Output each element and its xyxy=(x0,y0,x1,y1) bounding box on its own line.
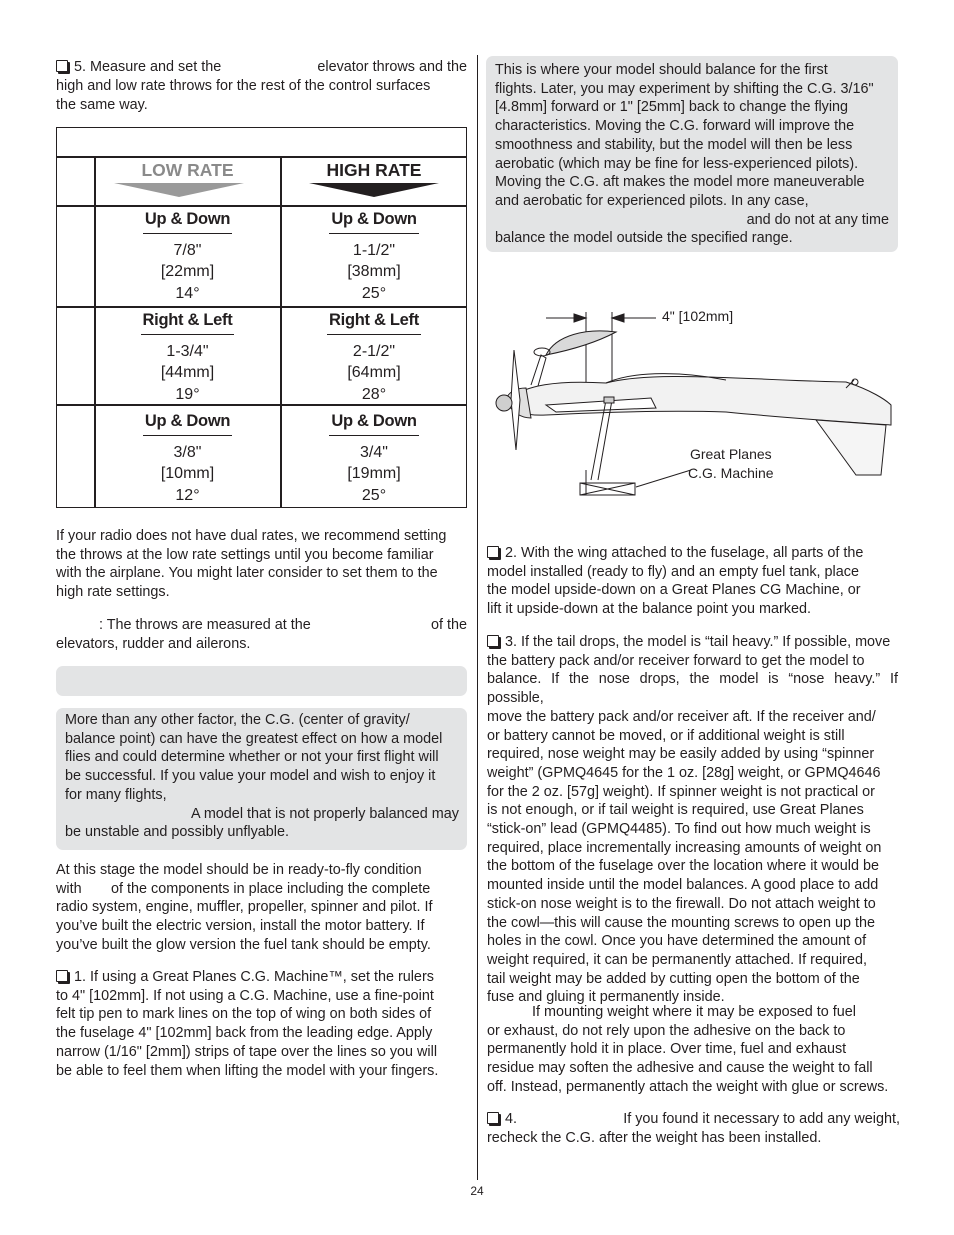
checkbox-icon[interactable] xyxy=(487,1112,499,1124)
stage-paragraph: At this stage the model should be in ready-to-fly condition with of the components in place including the complete radio system, engine, muffler, propeller, spinner and pilot. If you’ve built the electric version, install the motor battery. If you’ve built the glow version the fuel tank should be empty. xyxy=(56,862,433,953)
fuel-note-paragraph: If mounting weight where it may be exposed to fuel or exhaust, do not rely upon the adhesive on the back to permanently hold it in place. Over time, fuel and exhaust residue may soften the adhesive and cause the weight to fall off. Instead, permanently attach the weight with glue or screws. xyxy=(487,1004,889,1095)
step3-paragraph: 3. If the tail drops, the model is “tail heavy.” If possible, move the battery pack and/or receiver forward to get the model to balance. If the nose drops, the model is “nose heavy.” If possible, move the battery pack and/or receiver aft. If the receiver and/ or battery cannot be moved, or if additional weight is still required, nose weight may be easily added by using “spinner weight” (GPMQ4645 for the 1 oz. [28g] weight, or GPMQ4646 for the 2 oz. [57g] weight). If spinner weight is not practical or is not enough, or if tail weight is required, use Great Planes “stick-on” lead (GPMQ4485). To find out how much weight is required, place incrementally increasing amounts of weight on the bottom of the fuselage over the location where it would be mounted inside until the model balances. A good place to add stick-on nose weight is to the firewall. Do not attach weight to the cowl—this will cause the mounting screws to open up the holes in the cowl. Once you have determined the amount of weight required, it can be permanently attached. If required, tail weight may be added by cutting open the bottom of the fuse and gluing it permanently inside. xyxy=(487,634,898,1006)
table-cell-high-1: Up & Down 1-1/2" [38mm] 25° xyxy=(331,210,417,302)
step5-text: 5. Measure and set the xyxy=(74,59,222,75)
note-paragraph: : The throws are measured at the of the elevators, rudder and ailerons. xyxy=(56,617,467,652)
checkbox-icon[interactable] xyxy=(487,635,499,647)
cg-warning-text: More than any other factor, the C.G. (center of gravity/ balance point) can have the greatest effect on how a model flies and could determine whether or not your first flight will be successful. If you value your model and wish to enjoy it for many flights, A model that is not properly balanced may be unstable and possibly unflyable. xyxy=(65,712,459,841)
cg-machine-label: Great Planes C.G. Machine xyxy=(688,446,774,481)
step1-paragraph: 1. If using a Great Planes C.G. Machine™, set the rulers to 4" [102mm]. If not using a C.G. Machine, use a fine-point felt tip pen to mark lines on the top of wing on both sides of the fuselage 4" [102mm] back from the leading edge. Apply narrow (1/16" [2mm]) strips of tape over the lines so you will be able to feel them when lifting the model with your fingers. xyxy=(56,969,439,1079)
step5-text-rest: elevator throws and the xyxy=(317,59,467,75)
column-divider xyxy=(477,55,478,1180)
dual-rates-paragraph: If your radio does not have dual rates, we recommend setting the throws at the low rate settings until you become familiar with the airplane. You might later consider to set them to the high rate settings. xyxy=(56,528,447,601)
step5-paragraph xyxy=(56,58,467,114)
dimension-label: 4" [102mm] xyxy=(662,308,734,324)
table-cell-high-3: Up & Down 3/4" [19mm] 25° xyxy=(331,412,417,504)
low-rate-header: LOW RATE xyxy=(141,160,234,180)
table-cell-high-2: Right & Left 2-1/2" [64mm] 28° xyxy=(329,311,419,403)
step2-paragraph: 2. With the wing attached to the fuselage, all parts of the model installed (ready to fly) and an empty fuel tank, place the model upside-down on a Great Planes CG Machine, or lift it upside-down at the balance point you marked. xyxy=(487,545,864,618)
table-cell-low-3: Up & Down 3/8" [10mm] 12° xyxy=(144,412,231,504)
checkbox-icon[interactable] xyxy=(56,970,68,982)
balance-info-text: This is where your model should balance for the first flights. Later, you may experiment by shifting the C.G. 3/16" [4.8mm] forward or 1" [25mm] back to change the flying characteristics. Moving the C.G. forward will improve the smoothness and stability, but the model will then be less aerobatic (which may be fine for less-experienced pilots). Moving the C.G. aft makes the model more maneuverable and aerobatic for experienced pilots. In any case, and do not at any time balance the model outside the specified range. xyxy=(495,62,889,247)
table-cell-low-1: Up & Down 7/8" [22mm] 14° xyxy=(144,210,231,302)
high-rate-header: HIGH RATE xyxy=(326,160,422,180)
step5-line2: high and low rate throws for the rest of the control surfaces xyxy=(56,78,431,94)
high-rate-arrow-icon xyxy=(309,183,439,199)
checkbox-icon[interactable] xyxy=(487,546,499,558)
step4-paragraph: 4. If you found it necessary to add any weight, recheck the C.G. after the weight has been installed. xyxy=(487,1111,900,1146)
page-number: 24 xyxy=(470,1184,484,1198)
table-cell-low-2: Right & Left 1-3/4" [44mm] 19° xyxy=(142,311,233,403)
checkbox-icon[interactable] xyxy=(56,60,68,72)
step5-line3: the same way. xyxy=(56,96,148,113)
cg-section-heading-bar xyxy=(56,666,467,696)
low-rate-arrow-icon xyxy=(114,183,244,199)
